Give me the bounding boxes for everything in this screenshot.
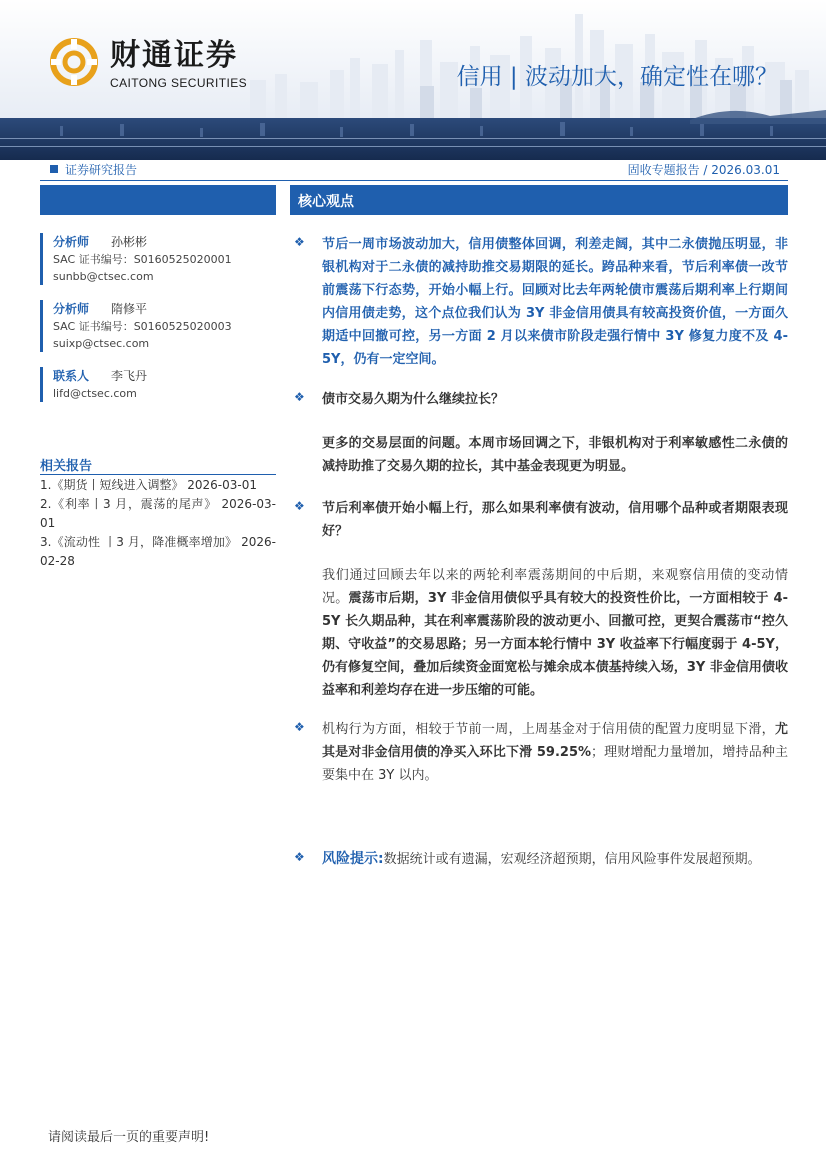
institution-intro: 机构行为方面，相较于节前一周，上周基金对于信用债的配置力度明显下滑， [322, 722, 775, 737]
logo-english-name: CAITONG SECURITIES [110, 76, 247, 90]
analyst-card [40, 233, 276, 285]
core-bullet-institution [294, 718, 788, 787]
logo-chinese-name: 财通证券 [110, 38, 238, 73]
core-view-title-bar [290, 185, 788, 215]
question-text: 债市交易久期为什么继续拉长？ [322, 392, 505, 407]
answer-paragraph [322, 564, 788, 702]
institution-tail: ；理财增配力量增加，增持品种主要集中在 3Y 以内。 [322, 745, 788, 783]
contact-role: 联系人 李飞丹 [53, 369, 148, 383]
institution-paragraph [322, 718, 788, 787]
related-report-link[interactable]: 1.《期货丨短线进入调整》 2026-03-01 [40, 478, 258, 492]
core-answer-2 [294, 564, 788, 702]
core-view-title: 核心观点 [298, 194, 354, 210]
analyst-name: 孙彬彬 [111, 235, 148, 249]
core-answer-1 [294, 432, 788, 478]
analyst-role: 分析师 孙彬彬 [53, 235, 148, 249]
question-text: 节后利率债开始小幅上行，那么如果利率债有波动，信用哪个品种或者期限表现好？ [322, 501, 788, 539]
header-divider [40, 180, 788, 181]
header-banner [0, 0, 826, 160]
square-bullet-icon [50, 165, 58, 173]
section-label [50, 161, 137, 178]
related-reports-title: 相关报告 [40, 459, 93, 474]
answer-intro: 我们通过回顾去年以来的两轮利率震荡期间的中后期，来观察信用债的变动情况。 [322, 568, 788, 606]
report-type-date: 固收专题报告 / 2026.03.01 [627, 163, 780, 177]
related-report-link[interactable]: 2.《利率丨3 月，震荡的尾声》 2026-03-01 [40, 497, 276, 530]
analyst-name: 隋修平 [111, 302, 148, 316]
answer-emphasis: 震荡市后期，3Y 非金信用债似乎具有较大的投资性价比，一方面相较于 4-5Y 长久期品种，其在利率震荡阶段的波动更小、回撤可控，更契合震荡市“控久期、守收益”的交易思路；另一方面本轮行情中 3Y 收益率下行幅度弱于 4-5Y，仍有修复空间，叠加后续资金面宽松与摊余成本债基持续入场，3Y 非金信用债收益率和利差均存在进一步压缩的可能。 [322, 591, 788, 698]
contact-name: 李飞丹 [111, 369, 148, 383]
company-logo [50, 38, 250, 98]
analyst-card [40, 300, 276, 352]
risk-label: 风险提示: [322, 851, 384, 867]
sidebar-title-bar [40, 185, 276, 215]
risk-paragraph [322, 848, 788, 871]
core-bullet-question-2 [294, 497, 788, 543]
diamond-bullet-icon: ❖ [294, 499, 305, 513]
core-bullet-summary [294, 233, 788, 371]
analyst-role: 分析师 隋修平 [53, 302, 148, 316]
analyst-license: SAC 证书编号：S0160525020003 [53, 320, 232, 333]
report-title: 信用 | 波动加大，确定性在哪？ [456, 64, 778, 90]
related-reports-list [40, 476, 276, 571]
summary-paragraph: 节后一周市场波动加大，信用债整体回调，利差走阔，其中二永债抛压明显，非银机构对于二永债的减持助推交易期限的延长。跨品种来看，节后利率债一改节前震荡下行态势，开始小幅上行。回顾对比去年两轮债市震荡后期利率上行期间内信用债走势，这个点位我们认为 3Y 非金信用债具有较高投资价值，一方面久期适中回撤可控，另一方面 2 月以来债市阶段走强行情中 3Y 修复力度不及 4-5Y，仍有一定空间。 [322, 237, 788, 367]
diamond-bullet-icon: ❖ [294, 390, 305, 404]
core-bullet-risk [294, 848, 788, 871]
disclaimer-note: 请阅读最后一页的重要声明! [48, 1130, 210, 1145]
caitong-logo-icon [50, 38, 98, 86]
related-report-link[interactable]: 3.《流动性 丨3 月，降准概率增加》 2026-02-28 [40, 535, 276, 568]
contact-card [40, 367, 276, 402]
analyst-email[interactable]: suixp@ctsec.com [53, 337, 150, 350]
diamond-bullet-icon: ❖ [294, 850, 305, 864]
risk-text: 数据统计或有遗漏，宏观经济超预期，信用风险事件发展超预期。 [383, 852, 761, 867]
analyst-license: SAC 证书编号：S0160525020001 [53, 253, 232, 266]
related-reports-divider [40, 474, 276, 475]
institution-emphasis: 尤其是对非金信用债的净买入环比下滑 59.25% [322, 722, 788, 760]
answer-text: 更多的交易层面的问题。本周市场回调之下，非银机构对于利率敏感性二永债的减持助推了交易久期的拉长，其中基金表现更为明显。 [322, 436, 788, 474]
contact-email[interactable]: lifd@ctsec.com [53, 387, 137, 400]
core-bullet-question-1 [294, 388, 788, 411]
diamond-bullet-icon: ❖ [294, 720, 305, 734]
diamond-bullet-icon: ❖ [294, 235, 305, 249]
analyst-email[interactable]: sunbb@ctsec.com [53, 270, 154, 283]
section-label-text: 证券研究报告 [65, 163, 138, 177]
